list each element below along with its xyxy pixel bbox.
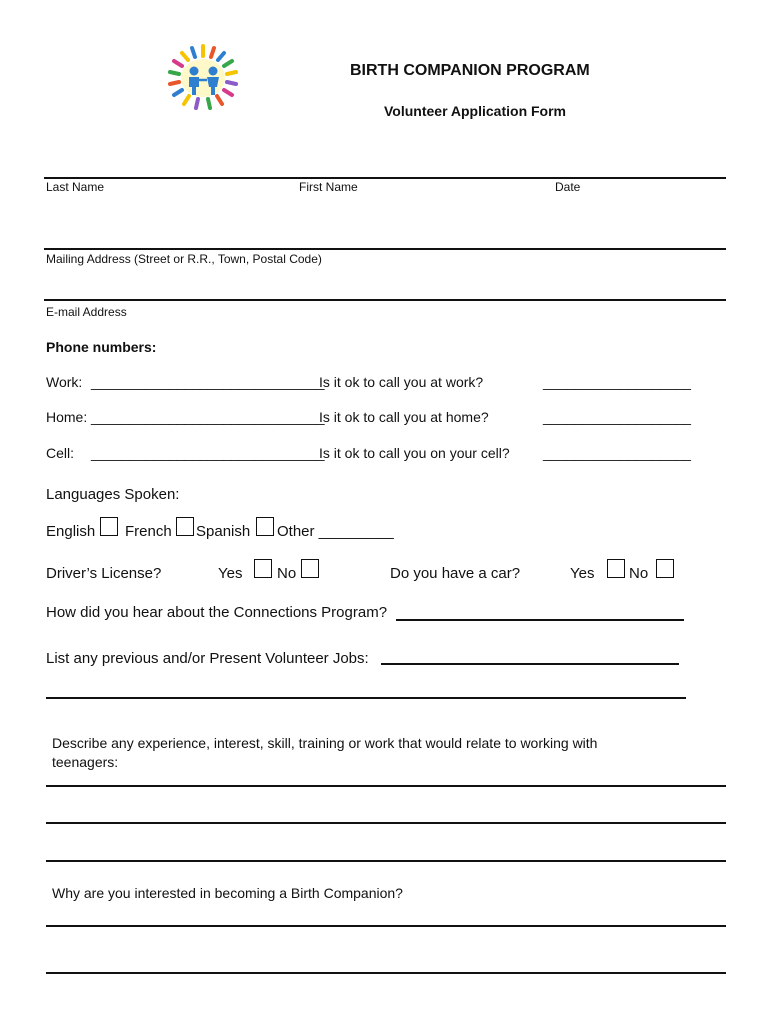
drivers-yes-checkbox[interactable] bbox=[254, 559, 272, 578]
program-logo bbox=[162, 42, 244, 116]
form-title: BIRTH COMPANION PROGRAM bbox=[350, 62, 590, 79]
english-checkbox[interactable] bbox=[100, 517, 118, 536]
cell-call-answer-blank[interactable]: ___________________ bbox=[543, 445, 691, 461]
mailing-address-label: Mailing Address (Street or R.R., Town, Postal Code) bbox=[46, 252, 322, 266]
children-sun-logo-icon bbox=[162, 42, 244, 116]
why-interested-question: Why are you interested in becoming a Birth Companion? bbox=[52, 885, 403, 901]
last-name-field[interactable] bbox=[46, 152, 290, 174]
cell-call-question: Is it ok to call you on your cell? bbox=[319, 445, 510, 461]
other-language-label[interactable]: Other _________ bbox=[277, 523, 394, 540]
email-label: E-mail Address bbox=[46, 305, 127, 319]
home-call-answer-blank[interactable]: ___________________ bbox=[543, 409, 691, 425]
home-phone-label: Home: bbox=[46, 409, 88, 425]
work-call-answer-blank[interactable]: ___________________ bbox=[543, 374, 691, 390]
cell-phone-blank[interactable]: ______________________________ bbox=[91, 445, 325, 461]
previous-jobs-answer-line-1[interactable] bbox=[381, 663, 679, 665]
name-row-rule bbox=[44, 177, 726, 179]
first-name-label: First Name bbox=[299, 180, 358, 194]
describe-answer-line-3[interactable] bbox=[46, 860, 726, 862]
cell-phone-label: Cell: bbox=[46, 445, 75, 461]
home-phone-blank[interactable]: ______________________________ bbox=[91, 409, 325, 425]
mailing-address-field[interactable] bbox=[46, 224, 728, 246]
why-answer-line-2[interactable] bbox=[46, 972, 726, 974]
hear-about-answer-line[interactable] bbox=[396, 619, 684, 621]
phone-numbers-heading: Phone numbers: bbox=[46, 339, 157, 355]
form-subtitle: Volunteer Application Form bbox=[384, 103, 567, 119]
english-label: English bbox=[46, 523, 96, 540]
spanish-label: Spanish bbox=[196, 523, 251, 540]
previous-jobs-answer-line-2[interactable] bbox=[46, 697, 686, 699]
describe-experience-question-line2: teenagers: bbox=[52, 754, 119, 770]
home-call-question: Is it ok to call you at home? bbox=[319, 409, 489, 425]
last-name-label: Last Name bbox=[46, 180, 105, 194]
french-label: French bbox=[125, 523, 172, 540]
first-name-field[interactable] bbox=[299, 152, 543, 174]
car-yes-checkbox[interactable] bbox=[607, 559, 625, 578]
car-no-label: No bbox=[629, 565, 649, 582]
spanish-checkbox[interactable] bbox=[256, 517, 274, 536]
email-rule bbox=[44, 299, 726, 301]
describe-answer-line-2[interactable] bbox=[46, 822, 726, 824]
car-yes-label: Yes bbox=[570, 565, 595, 582]
address-rule bbox=[44, 248, 726, 250]
car-no-checkbox[interactable] bbox=[656, 559, 674, 578]
hear-about-question: How did you hear about the Connections Program? bbox=[46, 604, 388, 621]
drivers-no-label: No bbox=[277, 565, 297, 582]
car-label: Do you have a car? bbox=[390, 565, 521, 582]
work-phone-label: Work: bbox=[46, 374, 83, 390]
work-phone-blank[interactable]: ______________________________ bbox=[91, 374, 325, 390]
why-answer-line-1[interactable] bbox=[46, 925, 726, 927]
describe-experience-question-line1: Describe any experience, interest, skill, training or work that would relate to working with bbox=[52, 735, 598, 751]
languages-heading: Languages Spoken: bbox=[46, 486, 180, 503]
date-label: Date bbox=[555, 180, 581, 194]
work-call-question: Is it ok to call you at work? bbox=[319, 374, 484, 390]
drivers-no-checkbox[interactable] bbox=[301, 559, 319, 578]
date-field[interactable] bbox=[555, 152, 729, 174]
describe-answer-line-1[interactable] bbox=[46, 785, 726, 787]
french-checkbox[interactable] bbox=[176, 517, 194, 536]
drivers-yes-label: Yes bbox=[218, 565, 243, 582]
previous-jobs-question: List any previous and/or Present Volunteer Jobs: bbox=[46, 650, 369, 667]
drivers-license-label: Driver’s License? bbox=[46, 565, 162, 582]
email-field[interactable] bbox=[46, 275, 728, 297]
